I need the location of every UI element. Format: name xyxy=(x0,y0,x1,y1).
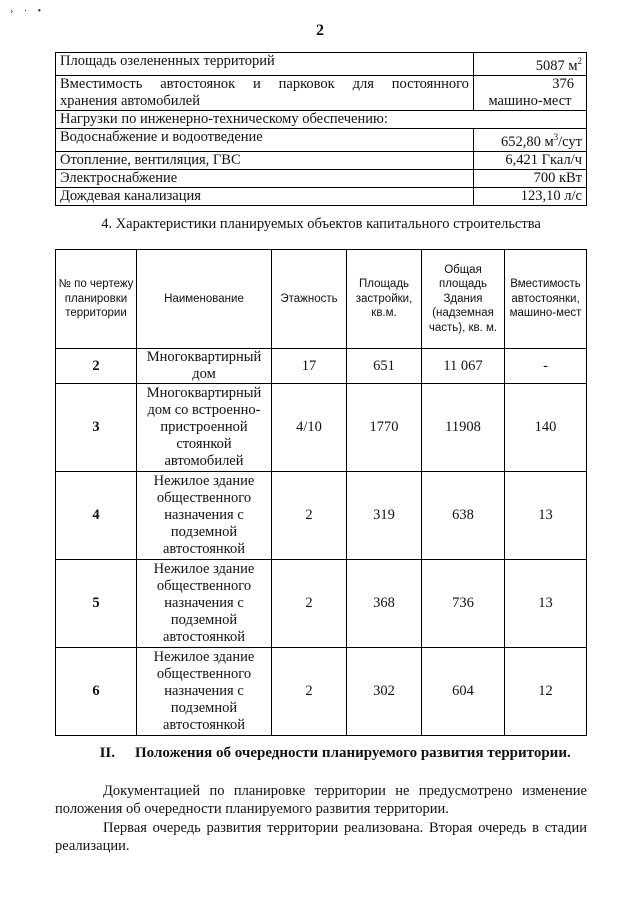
engineering-table xyxy=(55,52,587,206)
cell-floors: 17 xyxy=(272,349,347,384)
cell-parking: 12 xyxy=(505,648,587,736)
header-parking: Вместимость автостоянки, машино-мест xyxy=(505,250,587,349)
cell-parking: 13 xyxy=(505,560,587,648)
table-row xyxy=(56,151,587,169)
row-label: Площадь озелененных территорий xyxy=(56,53,474,76)
row-value: 123,10 л/с xyxy=(474,187,587,205)
section-2-heading xyxy=(55,745,587,762)
objects-table xyxy=(55,249,587,736)
row-label: Водоснабжение и водоотведение xyxy=(56,128,474,151)
table-row xyxy=(56,128,587,151)
section-4-title: 4. Характеристики планируемых объектов капитального строительства xyxy=(101,216,541,232)
row-value: 700 кВт xyxy=(474,169,587,187)
cell-num: 3 xyxy=(56,384,137,472)
cell-built-area: 319 xyxy=(347,472,422,560)
cell-num: 6 xyxy=(56,648,137,736)
header-total-area: Общая площадь Здания (надземная часть), кв. м. xyxy=(422,250,505,349)
table-row xyxy=(56,560,587,648)
row-label: Отопление, вентиляция, ГВС xyxy=(56,151,474,169)
row-label: Дождевая канализация xyxy=(56,187,474,205)
row-label: Нагрузки по инженерно-техническому обеспечению: xyxy=(56,110,587,128)
cell-parking: - xyxy=(505,349,587,384)
cell-name: Нежилое здание общественного назначения с подземной автостоянкой xyxy=(137,472,272,560)
row-value: 652,80 $м^3$/сут xyxy=(474,128,587,151)
table-row xyxy=(56,187,587,205)
table-row xyxy=(56,53,587,76)
cell-floors: 4/10 xyxy=(272,384,347,472)
paragraph: Документацией по планировке территории не предусмотрено изменение положения об очередности планируемого развития территории. xyxy=(55,783,587,817)
header-floors: Этажность xyxy=(272,250,347,349)
table-row xyxy=(56,349,587,384)
paragraph: Первая очередь развития территории реализована. Вторая очередь в стадии реализации. xyxy=(55,820,587,854)
cell-total-area: 638 xyxy=(422,472,505,560)
cell-floors: 2 xyxy=(272,560,347,648)
row-label: Электроснабжение xyxy=(56,169,474,187)
cell-parking: 140 xyxy=(505,384,587,472)
table-row xyxy=(56,110,587,128)
cell-built-area: 368 xyxy=(347,560,422,648)
scan-marks: › · • xyxy=(10,6,46,17)
table-row xyxy=(56,648,587,736)
cell-floors: 2 xyxy=(272,648,347,736)
cell-parking: 13 xyxy=(505,472,587,560)
cell-num: 5 xyxy=(56,560,137,648)
table-header-row xyxy=(56,250,587,349)
cell-built-area: 302 xyxy=(347,648,422,736)
row-label: Вместимость автостоянок и парковок для постоянного хранения автомобилей xyxy=(56,75,474,110)
page-number: 2 xyxy=(316,22,324,39)
header-num: № по чертежу планировки территории xyxy=(56,250,137,349)
cell-name: Многоквартирный дом со встроенно-пристроенной стоянкой автомобилей xyxy=(137,384,272,472)
row-value: 376 машино-мест xyxy=(474,75,587,110)
header-built-area: Площадь застройки, кв.м. xyxy=(347,250,422,349)
cell-name: Нежилое здание общественного назначения с подземной автостоянкой xyxy=(137,560,272,648)
header-name: Наименование xyxy=(137,250,272,349)
table-row xyxy=(56,472,587,560)
table-row xyxy=(56,169,587,187)
cell-total-area: 604 xyxy=(422,648,505,736)
cell-total-area: 736 xyxy=(422,560,505,648)
section-2-number: II. xyxy=(99,745,115,761)
cell-name: Многоквартирный дом xyxy=(137,349,272,384)
cell-built-area: 1770 xyxy=(347,384,422,472)
cell-name: Нежилое здание общественного назначения с подземной автостоянкой xyxy=(137,648,272,736)
table-row xyxy=(56,384,587,472)
cell-num: 2 xyxy=(56,349,137,384)
section-2-title: Положения об очередности планируемого развития территории. xyxy=(135,745,571,761)
row-value: 6,421 Гкал/ч xyxy=(474,151,587,169)
cell-floors: 2 xyxy=(272,472,347,560)
cell-built-area: 651 xyxy=(347,349,422,384)
cell-total-area: 11 067 xyxy=(422,349,505,384)
cell-num: 4 xyxy=(56,472,137,560)
cell-total-area: 11908 xyxy=(422,384,505,472)
table-row xyxy=(56,75,587,110)
row-value: 5087 $м^2$ xyxy=(474,53,587,76)
